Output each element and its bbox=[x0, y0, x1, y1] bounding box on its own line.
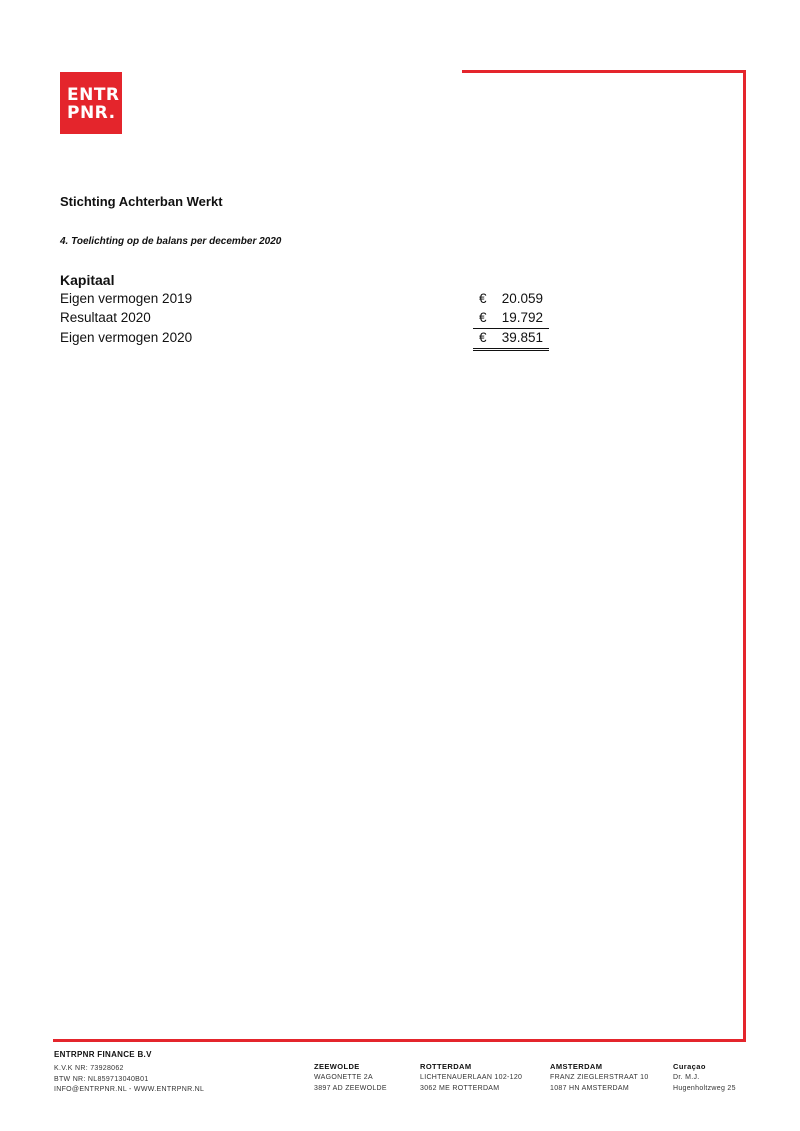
row-label: Eigen vermogen 2019 bbox=[60, 291, 193, 306]
footer-btw: BTW NR: NL859713040B01 bbox=[54, 1075, 149, 1083]
currency-symbol: € bbox=[479, 291, 487, 306]
office-line-1: Dr. M.J. bbox=[673, 1074, 700, 1081]
office-address-curacao bbox=[673, 1073, 736, 1094]
row-value: 19.792 bbox=[501, 310, 543, 325]
kapitaal-row bbox=[60, 310, 550, 329]
section-title: 4. Toelichting op de balans per december 2020 bbox=[60, 236, 282, 247]
logo-line-1: ENTR bbox=[67, 85, 120, 105]
frame-right-border bbox=[743, 70, 746, 1042]
kapitaal-total-row bbox=[60, 330, 550, 349]
kapitaal-row bbox=[60, 291, 550, 310]
footer-kvk: K.V.K NR: 73928062 bbox=[54, 1065, 124, 1072]
row-value: 39.851 bbox=[501, 330, 543, 345]
row-label: Resultaat 2020 bbox=[60, 310, 151, 325]
row-amount bbox=[473, 330, 549, 351]
row-label: Eigen vermogen 2020 bbox=[60, 330, 193, 345]
office-city-zeewolde: ZEEWOLDE bbox=[314, 1062, 360, 1071]
logo-line-2: PNR. bbox=[67, 103, 116, 123]
office-line-2: Hugenholtzweg 25 bbox=[673, 1084, 736, 1092]
footer-company-details bbox=[54, 1064, 204, 1096]
entrpnr-logo bbox=[60, 72, 122, 134]
office-line-1: WAGONETTE 2A bbox=[314, 1074, 373, 1081]
office-line-2: 3062 ME ROTTERDAM bbox=[420, 1084, 500, 1092]
frame-bottom-border bbox=[53, 1039, 746, 1042]
row-value: 20.059 bbox=[501, 291, 543, 306]
office-address-rotterdam bbox=[420, 1073, 522, 1094]
office-city-curacao: Curaçao bbox=[673, 1062, 706, 1071]
office-city-rotterdam: ROTTERDAM bbox=[420, 1062, 472, 1071]
row-amount bbox=[473, 310, 549, 329]
currency-symbol: € bbox=[479, 330, 487, 345]
currency-symbol: € bbox=[479, 310, 487, 325]
office-line-1: LICHTENAUERLAAN 102-120 bbox=[420, 1074, 523, 1081]
office-line-2: 1087 HN AMSTERDAM bbox=[550, 1084, 630, 1092]
footer-company-name: ENTRPNR FINANCE B.V bbox=[54, 1050, 152, 1059]
row-amount bbox=[473, 291, 549, 309]
office-address-zeewolde bbox=[314, 1073, 387, 1094]
office-line-2: 3897 AD ZEEWOLDE bbox=[314, 1084, 387, 1092]
office-line-1: FRANZ ZIEGLERSTRAAT 10 bbox=[550, 1074, 649, 1081]
kapitaal-heading: Kapitaal bbox=[60, 272, 115, 288]
office-address-amsterdam bbox=[550, 1073, 649, 1094]
office-city-amsterdam: AMSTERDAM bbox=[550, 1062, 603, 1071]
organization-name: Stichting Achterban Werkt bbox=[60, 194, 223, 209]
footer-contact: INFO@ENTRPNR.NL - WWW.ENTRPNR.NL bbox=[54, 1086, 205, 1093]
frame-top-border bbox=[462, 70, 746, 73]
